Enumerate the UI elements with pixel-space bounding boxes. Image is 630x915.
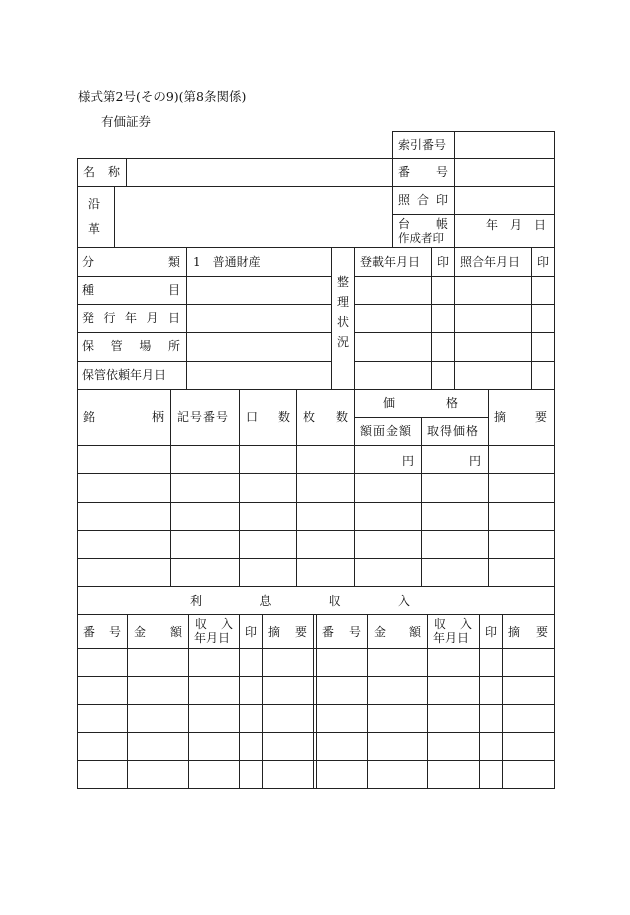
interest-title: 利 息 収 入 <box>190 594 410 608</box>
yen-unit-face: 円 <box>401 454 414 468</box>
history-label-2: 革 <box>88 222 101 236</box>
ledger-label-line1: 台 帳 <box>398 217 448 231</box>
yen-unit-acquisition: 円 <box>468 454 481 468</box>
issue-date-label: 発 行 年 月 日 <box>82 311 180 325</box>
interest-amount-label-left: 金 額 <box>134 625 182 639</box>
name-label: 名 称 <box>83 165 120 179</box>
income-label-right-1: 収 入 <box>434 617 472 631</box>
face-value-label: 額面金額 <box>360 424 413 438</box>
interest-amount-label-right: 金 額 <box>374 625 421 639</box>
remarks-label: 摘 要 <box>494 410 547 424</box>
symbol-number-label: 記号番号 <box>177 410 230 424</box>
type-label: 種 目 <box>82 283 180 297</box>
interest-remarks-label-right: 摘 要 <box>508 625 548 639</box>
seal1-label: 印 <box>437 255 450 269</box>
interest-number-label-right: 番 号 <box>322 625 361 639</box>
history-label-1: 沿 <box>88 197 101 211</box>
interest-number-label-left: 番 号 <box>83 625 121 639</box>
seal2-label: 印 <box>537 255 550 269</box>
register-date-label: 登載年月日 <box>360 255 421 269</box>
number-label: 番 号 <box>398 165 448 179</box>
category-value: 1 普通財産 <box>193 255 261 269</box>
form-title: 様式第2号(その9)(第8条関係) <box>78 89 247 104</box>
units-label: 口 数 <box>246 410 290 424</box>
income-label-right-2: 年月日 <box>433 631 470 645</box>
brand-label: 銘 柄 <box>83 410 164 424</box>
check-seal-label: 照 合 印 <box>398 193 448 207</box>
interest-remarks-label-left: 摘 要 <box>268 625 307 639</box>
form-subtitle: 有価証券 <box>101 114 152 129</box>
interest-seal-label-right: 印 <box>485 625 498 639</box>
check-date-label: 照合年月日 <box>460 255 521 269</box>
income-label-left-1: 収 入 <box>195 617 233 631</box>
category-label: 分 類 <box>82 255 180 269</box>
price-label: 価 格 <box>383 396 458 410</box>
name-history-table <box>77 158 393 248</box>
interest-seal-label-left: 印 <box>245 625 258 639</box>
storage-place-label: 保 管 場 所 <box>82 339 180 353</box>
ledger-date: 年 月 日 <box>486 218 546 232</box>
index-number-label: 索引番号 <box>398 138 447 152</box>
income-label-left-2: 年月日 <box>194 631 231 645</box>
acquisition-price-label: 取得価格 <box>427 424 480 438</box>
storage-request-label: 保管依頼年月日 <box>82 368 167 382</box>
arrangement-label: 整理状況 <box>336 275 349 349</box>
count-label: 枚 数 <box>303 410 348 424</box>
ledger-label-line2: 作成者印 <box>398 231 444 245</box>
